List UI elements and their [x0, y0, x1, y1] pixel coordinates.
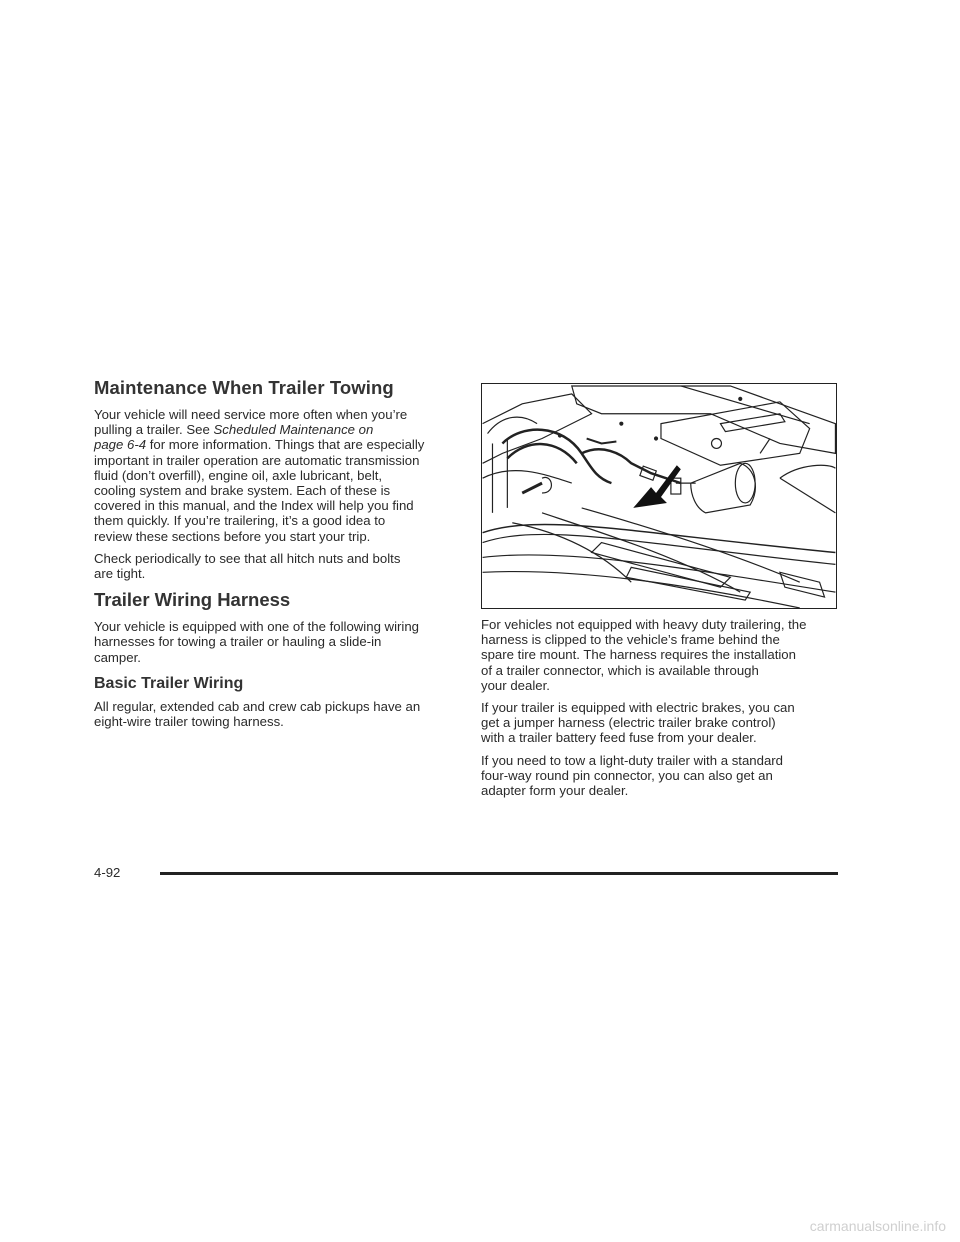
text-line: [94, 437, 462, 452]
paragraph-maintenance: [94, 407, 462, 544]
text-line: important in trailer operation are automatic transmission: [94, 452, 420, 468]
text-line: are tight.: [94, 566, 146, 582]
text-line: eight-wire trailer towing harness.: [94, 714, 284, 730]
text-line: four-way round pin connector, you can also get an: [481, 767, 773, 783]
text-span: pulling a trailer. See: [94, 422, 214, 438]
text-line: your dealer.: [481, 677, 550, 693]
pointer-arrow-icon: [633, 465, 681, 508]
paragraph-light-duty: [481, 753, 839, 799]
text-line: harness is clipped to the vehicle’s frame behind the: [481, 632, 780, 648]
watermark: carmanualsonline.info: [809, 1218, 946, 1234]
text-line: review these sections before you start your trip.: [94, 528, 371, 544]
harness-line-drawing: [482, 384, 836, 608]
text-line: [94, 422, 462, 437]
cross-reference-page[interactable]: page 6-4: [94, 437, 147, 453]
section-title-maintenance: Maintenance When Trailer Towing: [94, 377, 394, 398]
text-line: If you need to tow a light-duty trailer with a standard: [481, 752, 784, 768]
text-line: Check periodically to see that all hitch nuts and bolts: [94, 550, 401, 566]
text-line: with a trailer battery feed fuse from your dealer.: [481, 730, 757, 746]
text-line: spare tire mount. The harness requires the installation: [481, 647, 796, 663]
text-line: harnesses for towing a trailer or hauling a slide-in: [94, 634, 382, 650]
text-line: If your trailer is equipped with electric brakes, you can: [481, 700, 795, 716]
section-title-wiring-harness: Trailer Wiring Harness: [94, 589, 291, 611]
paragraph-hitch-check: [94, 551, 462, 581]
cross-reference-link[interactable]: Scheduled Maintenance on: [213, 422, 374, 438]
paragraph-basic-wiring: [94, 699, 462, 729]
text-span: for more information. Things that are especially: [146, 437, 425, 453]
left-column: [94, 377, 462, 736]
text-line: adapter form your dealer.: [481, 783, 629, 799]
text-line: fluid (don’t overfill), engine oil, axle lubricant, belt,: [94, 467, 383, 483]
subsection-title-basic-wiring: Basic Trailer Wiring: [94, 674, 244, 692]
text-line: them quickly. If you’re trailering, it’s a good idea to: [94, 513, 386, 529]
page-number: 4-92: [94, 865, 121, 880]
right-column: [481, 383, 839, 805]
text-line: get a jumper harness (electric trailer brake control): [481, 715, 776, 731]
footer-rule: [160, 872, 838, 875]
text-line: Your vehicle is equipped with one of the following wiring: [94, 619, 420, 635]
text-line: For vehicles not equipped with heavy duty trailering, the: [481, 617, 807, 632]
paragraph-not-heavy-duty: [481, 617, 839, 693]
text-line: Your vehicle will need service more often when you’re: [94, 407, 408, 422]
text-line: covered in this manual, and the Index will help you find: [94, 498, 414, 514]
harness-illustration: [481, 383, 837, 609]
paragraph-wiring-harness: [94, 619, 462, 665]
text-line: All regular, extended cab and crew cab pickups have an: [94, 698, 421, 714]
text-line: cooling system and brake system. Each of these is: [94, 483, 391, 499]
text-line: of a trailer connector, which is available through: [481, 662, 759, 678]
paragraph-electric-brakes: [481, 700, 839, 746]
text-line: camper.: [94, 649, 141, 665]
